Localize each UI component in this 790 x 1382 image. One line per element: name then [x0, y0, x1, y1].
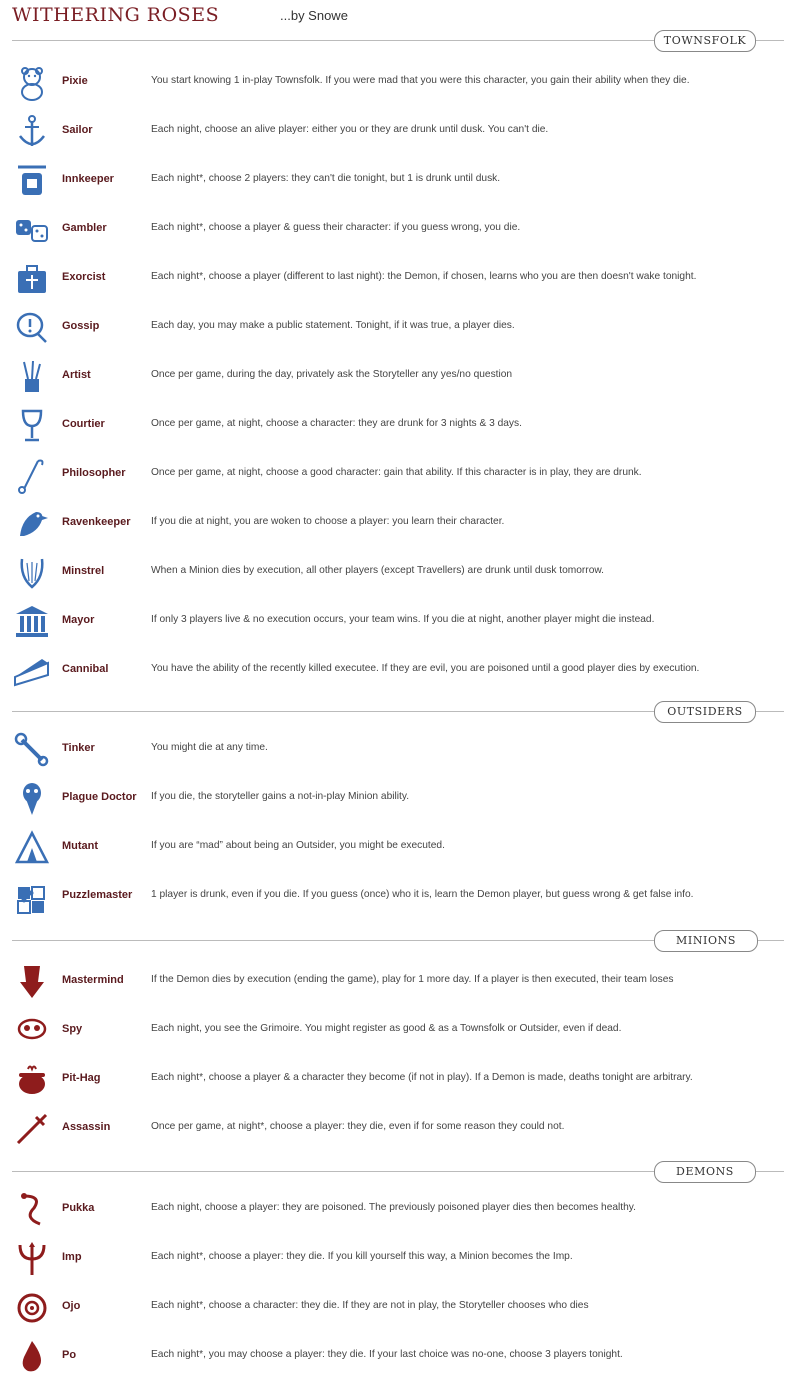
character-name: Pit-Hag — [62, 1072, 101, 1084]
bear-plush-icon — [12, 63, 52, 103]
arrow-down-icon — [12, 962, 52, 1002]
character-row — [0, 1286, 790, 1330]
goblet-icon — [12, 406, 52, 446]
character-ability: Each night*, choose a player (different to last night): the Demon, if chosen, learns who you are then doesn't wake tonight. — [151, 271, 697, 282]
character-name: Po — [62, 1349, 77, 1361]
character-name: Mutant — [62, 840, 99, 852]
character-ability: If only 3 players live & no execution occurs, your team wins. If you die at night, another player might die instead. — [151, 614, 655, 625]
character-name: Plague Doctor — [62, 791, 137, 803]
character-ability: You have the ability of the recently killed executee. If they are evil, you are poisoned until a good player dies by execution. — [151, 663, 700, 674]
character-name: Philosopher — [62, 467, 126, 479]
character-row — [0, 728, 790, 772]
minions-section-heading: MINIONS — [654, 930, 758, 952]
character-name: Tinker — [62, 742, 95, 754]
character-name: Artist — [62, 369, 91, 381]
character-name: Gossip — [62, 320, 100, 332]
trident-icon — [12, 1239, 52, 1279]
character-name: Courtier — [62, 418, 105, 430]
lyre-icon — [12, 553, 52, 593]
character-ability: Each night*, choose 2 players: they can't die tonight, but 1 is drunk until dusk. — [151, 173, 501, 184]
wrench-icon — [12, 730, 52, 770]
speech-bubble-icon — [12, 308, 52, 348]
character-name: Mayor — [62, 614, 95, 626]
character-ability: Each night*, choose a player: they die. If you kill yourself this way, a Minion becomes the Imp. — [151, 1251, 573, 1262]
character-name: Puzzlemaster — [62, 889, 133, 901]
character-row — [0, 649, 790, 693]
character-row — [0, 600, 790, 644]
character-name: Mastermind — [62, 974, 124, 986]
anchor-icon — [12, 112, 52, 152]
town-hall-icon — [12, 602, 52, 642]
character-row — [0, 1058, 790, 1102]
staff-icon — [12, 455, 52, 495]
swirl-eye-icon — [12, 1288, 52, 1328]
character-name: Exorcist — [62, 271, 106, 283]
character-row — [0, 61, 790, 105]
character-row — [0, 453, 790, 497]
character-ability: Each night, you see the Grimoire. You might register as good & as a Townsfolk or Outsider, even if dead. — [151, 1023, 622, 1034]
character-name: Pukka — [62, 1202, 95, 1214]
character-row — [0, 502, 790, 546]
character-row — [0, 159, 790, 203]
character-ability: Once per game, at night, choose a good character: gain that ability. If this character is in play, they are drunk. — [151, 467, 642, 478]
character-name: Minstrel — [62, 565, 105, 577]
character-ability: Each night*, choose a player & a character they become (if not in play). If a Demon is made, deaths tonight are arbitrary. — [151, 1072, 693, 1083]
character-row — [0, 960, 790, 1004]
demons-section-heading: DEMONS — [654, 1161, 756, 1183]
dagger-icon — [12, 1109, 52, 1149]
character-name: Ravenkeeper — [62, 516, 131, 528]
cauldron-icon — [12, 1060, 52, 1100]
character-row — [0, 208, 790, 252]
character-ability: Each night*, choose a character: they die. If they are not in play, the Storyteller chooses who dies — [151, 1300, 589, 1311]
raven-icon — [12, 504, 52, 544]
pie-slice-icon — [12, 651, 52, 691]
character-row — [0, 777, 790, 821]
script-author: ...by Snowe — [280, 8, 348, 23]
character-row — [0, 306, 790, 350]
character-row — [0, 355, 790, 399]
serpent-icon — [12, 1190, 52, 1230]
character-ability: Each night, choose an alive player: either you or they are drunk until dusk. You can't die. — [151, 124, 549, 135]
character-ability: If you are “mad” about being an Outsider, you might be executed. — [151, 840, 445, 851]
character-name: Pixie — [62, 75, 88, 87]
character-row — [0, 110, 790, 154]
townsfolk-section-heading: TOWNSFOLK — [654, 30, 756, 52]
tavern-sign-icon — [12, 161, 52, 201]
character-ability: You start knowing 1 in-play Townsfolk. If you were mad that you were this character, you gain their ability when they die. — [151, 75, 690, 86]
character-ability: If the Demon dies by execution (ending the game), play for 1 more day. If a player is then executed, their team loses — [151, 974, 674, 985]
character-row — [0, 1237, 790, 1281]
briefcase-icon — [12, 259, 52, 299]
character-row — [0, 257, 790, 301]
character-ability: Once per game, at night, choose a character: they are drunk for 3 nights & 3 days. — [151, 418, 522, 429]
character-row — [0, 1009, 790, 1053]
character-ability: Each night*, you may choose a player: they die. If your last choice was no-one, choose 3 players tonight. — [151, 1349, 623, 1360]
character-row — [0, 404, 790, 448]
character-row — [0, 551, 790, 595]
spy-mask-icon — [12, 1011, 52, 1051]
dice-icon — [12, 210, 52, 250]
character-name: Assassin — [62, 1121, 111, 1133]
character-ability: Once per game, during the day, privately ask the Storyteller any yes/no question — [151, 369, 513, 380]
plague-mask-icon — [12, 779, 52, 819]
paintbrush-cup-icon — [12, 357, 52, 397]
character-row — [0, 1188, 790, 1232]
character-ability: Each day, you may make a public statement. Tonight, if it was true, a player dies. — [151, 320, 515, 331]
character-row — [0, 1335, 790, 1379]
character-row — [0, 1107, 790, 1151]
character-ability: Once per game, at night*, choose a player: they die, even if for some reason they could not. — [151, 1121, 565, 1132]
character-row — [0, 826, 790, 870]
character-ability: When a Minion dies by execution, all other players (except Travellers) are drunk until dusk tomorrow. — [151, 565, 604, 576]
character-name: Cannibal — [62, 663, 109, 675]
character-ability: If you die, the storyteller gains a not-in-play Minion ability. — [151, 791, 410, 802]
character-name: Imp — [62, 1251, 82, 1263]
blood-drop-icon — [12, 1337, 52, 1377]
character-ability: Each night, choose a player: they are poisoned. The previously poisoned player dies then becomes healthy. — [151, 1202, 636, 1213]
outsiders-section-heading: OUTSIDERS — [654, 701, 756, 723]
character-name: Innkeeper — [62, 173, 114, 185]
character-name: Sailor — [62, 124, 93, 136]
character-ability: If you die at night, you are woken to choose a player: you learn their character. — [151, 516, 505, 527]
character-name: Spy — [62, 1023, 83, 1035]
tent-icon — [12, 828, 52, 868]
script-title: WITHERING ROSES — [12, 4, 220, 26]
character-name: Gambler — [62, 222, 107, 234]
puzzle-icon — [12, 877, 52, 917]
character-row — [0, 875, 790, 919]
character-ability: Each night*, choose a player & guess their character: if you guess wrong, you die. — [151, 222, 521, 233]
character-name: Ojo — [62, 1300, 81, 1312]
character-ability: 1 player is drunk, even if you die. If you guess (once) who it is, learn the Demon player, but guess wrong & get false info. — [151, 889, 694, 900]
character-ability: You might die at any time. — [151, 742, 268, 753]
